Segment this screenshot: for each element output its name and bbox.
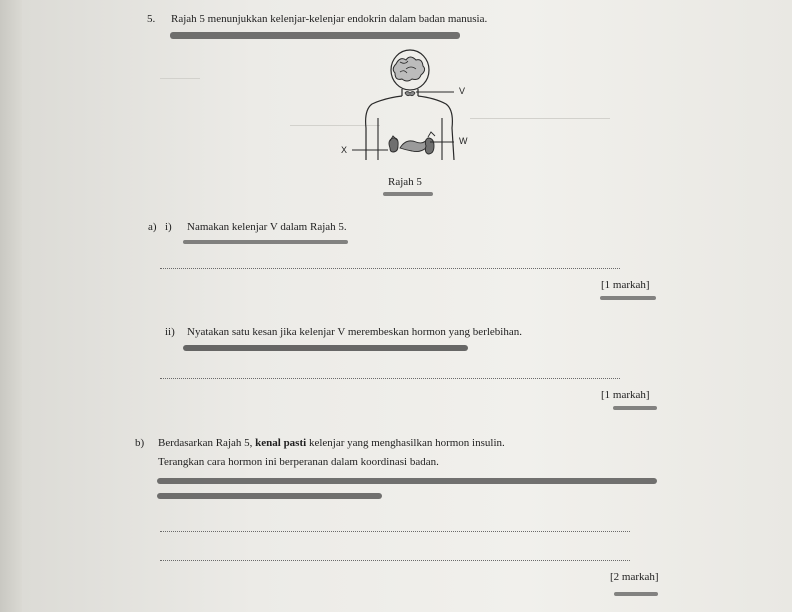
question-number: 5. xyxy=(147,13,156,25)
part-a-ii-question: Nyatakan satu kesan jika kelenjar V merembeskan hormon yang berlebihan. xyxy=(187,326,522,338)
answer-line-a-ii[interactable] xyxy=(160,378,620,379)
page-shadow xyxy=(0,0,22,612)
answer-line-b-1[interactable] xyxy=(160,531,630,532)
question-stem: Rajah 5 menunjukkan kelenjar-kelenjar endokrin dalam badan manusia. xyxy=(171,13,488,25)
faint-mark xyxy=(160,78,200,79)
endocrine-diagram xyxy=(330,48,480,178)
redacted-handwriting xyxy=(614,592,658,596)
answer-line-a-i[interactable] xyxy=(160,268,620,269)
answer-b-handwriting xyxy=(157,493,382,499)
marks-b: [2 markah] xyxy=(610,571,659,583)
label-w: W xyxy=(459,136,468,146)
redacted-handwriting xyxy=(170,32,460,39)
redacted-handwriting xyxy=(600,296,656,300)
figure-caption: Rajah 5 xyxy=(388,176,422,188)
label-x: X xyxy=(341,145,348,155)
answer-b-handwriting xyxy=(157,478,657,484)
answer-a-i-handwriting xyxy=(183,240,348,244)
part-a-ii-label: ii) xyxy=(165,326,175,338)
part-a-i-question: Namakan kelenjar V dalam Rajah 5. xyxy=(187,221,347,233)
redacted-handwriting xyxy=(383,192,433,196)
part-a-i-label: i) xyxy=(165,221,172,233)
marks-a-ii: [1 markah] xyxy=(601,389,650,401)
part-b-question-line2: Terangkan cara hormon ini berperanan dalam koordinasi badan. xyxy=(158,456,439,468)
part-b-label: b) xyxy=(135,437,145,449)
part-a-label: a) xyxy=(148,221,157,233)
faint-mark xyxy=(470,118,610,119)
redacted-handwriting xyxy=(613,406,657,410)
marks-a-i: [1 markah] xyxy=(601,279,650,291)
answer-line-b-2[interactable] xyxy=(160,560,630,561)
part-b-question-line1: Berdasarkan Rajah 5, kenal pasti kelenjar yang menghasilkan hormon insulin. xyxy=(158,437,505,449)
label-v: V xyxy=(459,86,466,96)
answer-a-ii-handwriting xyxy=(183,345,468,351)
